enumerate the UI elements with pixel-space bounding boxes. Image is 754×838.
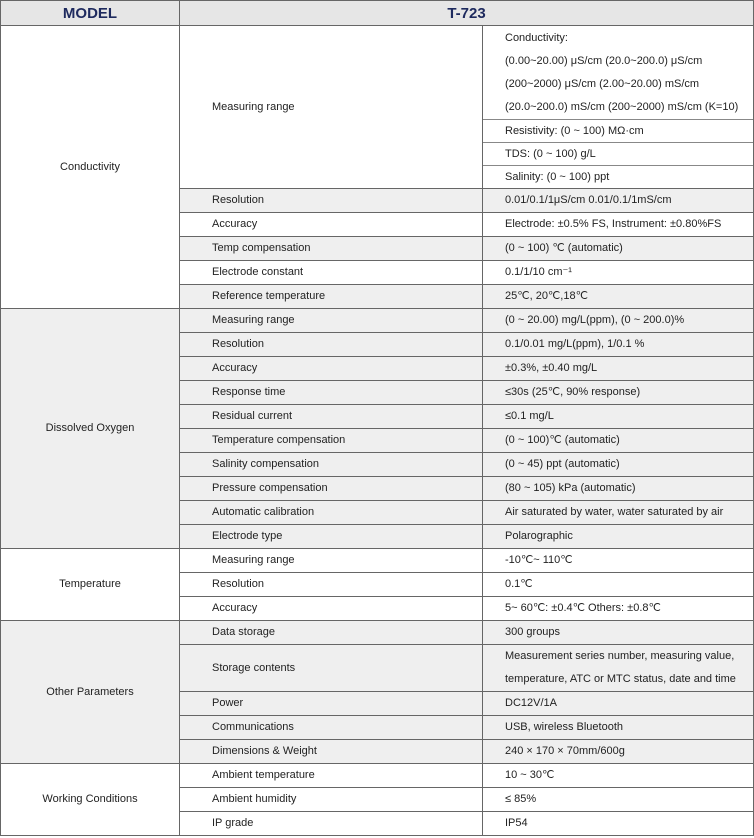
param-cell: Pressure compensation [180, 477, 483, 501]
value-cell: 0.1/1/10 cm⁻¹ [483, 261, 754, 285]
param-cell: Resolution [180, 189, 483, 213]
value-cell: 5~ 60℃: ±0.4℃ Others: ±0.8℃ [483, 597, 754, 621]
table-row [1, 549, 754, 573]
param-cell: Accuracy [180, 597, 483, 621]
category-dissolved-oxygen: Dissolved Oxygen [1, 309, 180, 549]
value-cell: (80 ~ 105) kPa (automatic) [483, 477, 754, 501]
param-cell: Ambient humidity [180, 788, 483, 812]
value-cell: ≤ 85% [483, 788, 754, 812]
value-line: (20.0~200.0) mS/cm (200~2000) mS/cm (K=10) [505, 101, 739, 113]
value-line: TDS: (0 ~ 100) g/L [483, 142, 753, 165]
value-cell: ≤30s (25℃, 90% response) [483, 381, 754, 405]
param-cell: Measuring range [180, 26, 483, 189]
param-cell: Dimensions & Weight [180, 740, 483, 764]
model-label: MODEL [1, 1, 180, 26]
param-cell: Salinity compensation [180, 453, 483, 477]
value-cell: ±0.3%, ±0.40 mg/L [483, 357, 754, 381]
value-cell: (0 ~ 20.00) mg/L(ppm), (0 ~ 200.0)% [483, 309, 754, 333]
param-cell: Reference temperature [180, 285, 483, 309]
param-cell: Accuracy [180, 213, 483, 237]
value-cell: ≤0.1 mg/L [483, 405, 754, 429]
value-line: Salinity: (0 ~ 100) ppt [483, 165, 753, 188]
model-value: T-723 [180, 1, 754, 26]
value-cell: 0.01/0.1/1μS/cm 0.01/0.1/1mS/cm [483, 189, 754, 213]
param-cell: Storage contents [180, 645, 483, 692]
category-temperature: Temperature [1, 549, 180, 621]
value-cell: 300 groups [483, 621, 754, 645]
value-cell: IP54 [483, 812, 754, 836]
param-cell: Automatic calibration [180, 501, 483, 525]
param-cell: Electrode constant [180, 261, 483, 285]
value-cell: 0.1/0.01 mg/L(ppm), 1/0.1 % [483, 333, 754, 357]
param-cell: Power [180, 692, 483, 716]
value-line: Conductivity: [505, 31, 568, 44]
param-cell: Data storage [180, 621, 483, 645]
value-cell: 10 ~ 30℃ [483, 764, 754, 788]
param-cell: Resolution [180, 333, 483, 357]
value-cell: USB, wireless Bluetooth [483, 716, 754, 740]
param-cell: Temperature compensation [180, 429, 483, 453]
param-cell: Resolution [180, 573, 483, 597]
value-cell: 0.1℃ [483, 573, 754, 597]
category-working-conditions: Working Conditions [1, 764, 180, 836]
value-cell: DC12V/1A [483, 692, 754, 716]
value-line: (200~2000) μS/cm (2.00~20.00) mS/cm [505, 78, 700, 90]
value-cell: -10℃~ 110℃ [483, 549, 754, 573]
category-other-parameters: Other Parameters [1, 621, 180, 764]
value-line: Resistivity: (0 ~ 100) MΩ·cm [483, 119, 753, 142]
param-cell: Response time [180, 381, 483, 405]
value-cell: Air saturated by water, water saturated by air [483, 501, 754, 525]
param-cell: Accuracy [180, 357, 483, 381]
value-cell [483, 645, 754, 692]
category-conductivity: Conductivity [1, 26, 180, 309]
value-line: (0.00~20.00) μS/cm (20.0~200.0) μS/cm [505, 55, 703, 67]
value-cell: 25℃, 20℃,18℃ [483, 285, 754, 309]
table-row [1, 621, 754, 645]
param-cell: IP grade [180, 812, 483, 836]
param-cell: Electrode type [180, 525, 483, 549]
value-line: Measurement series number, measuring value, [505, 650, 735, 662]
value-cell: 240 × 170 × 70mm/600g [483, 740, 754, 764]
param-cell: Measuring range [180, 549, 483, 573]
param-cell: Measuring range [180, 309, 483, 333]
param-cell: Residual current [180, 405, 483, 429]
value-cell [483, 26, 754, 189]
param-cell: Communications [180, 716, 483, 740]
value-cell: (0 ~ 100) ℃ (automatic) [483, 237, 754, 261]
value-cell: Polarographic [483, 525, 754, 549]
param-cell: Temp compensation [180, 237, 483, 261]
table-row [1, 309, 754, 333]
value-cell: (0 ~ 45) ppt (automatic) [483, 453, 754, 477]
value-line: temperature, ATC or MTC status, date and time [505, 673, 736, 685]
param-cell: Ambient temperature [180, 764, 483, 788]
table-row [1, 764, 754, 788]
value-cell: Electrode: ±0.5% FS, Instrument: ±0.80%FS [483, 213, 754, 237]
table-row [1, 26, 754, 189]
header-row [1, 1, 754, 26]
value-cell: (0 ~ 100)℃ (automatic) [483, 429, 754, 453]
